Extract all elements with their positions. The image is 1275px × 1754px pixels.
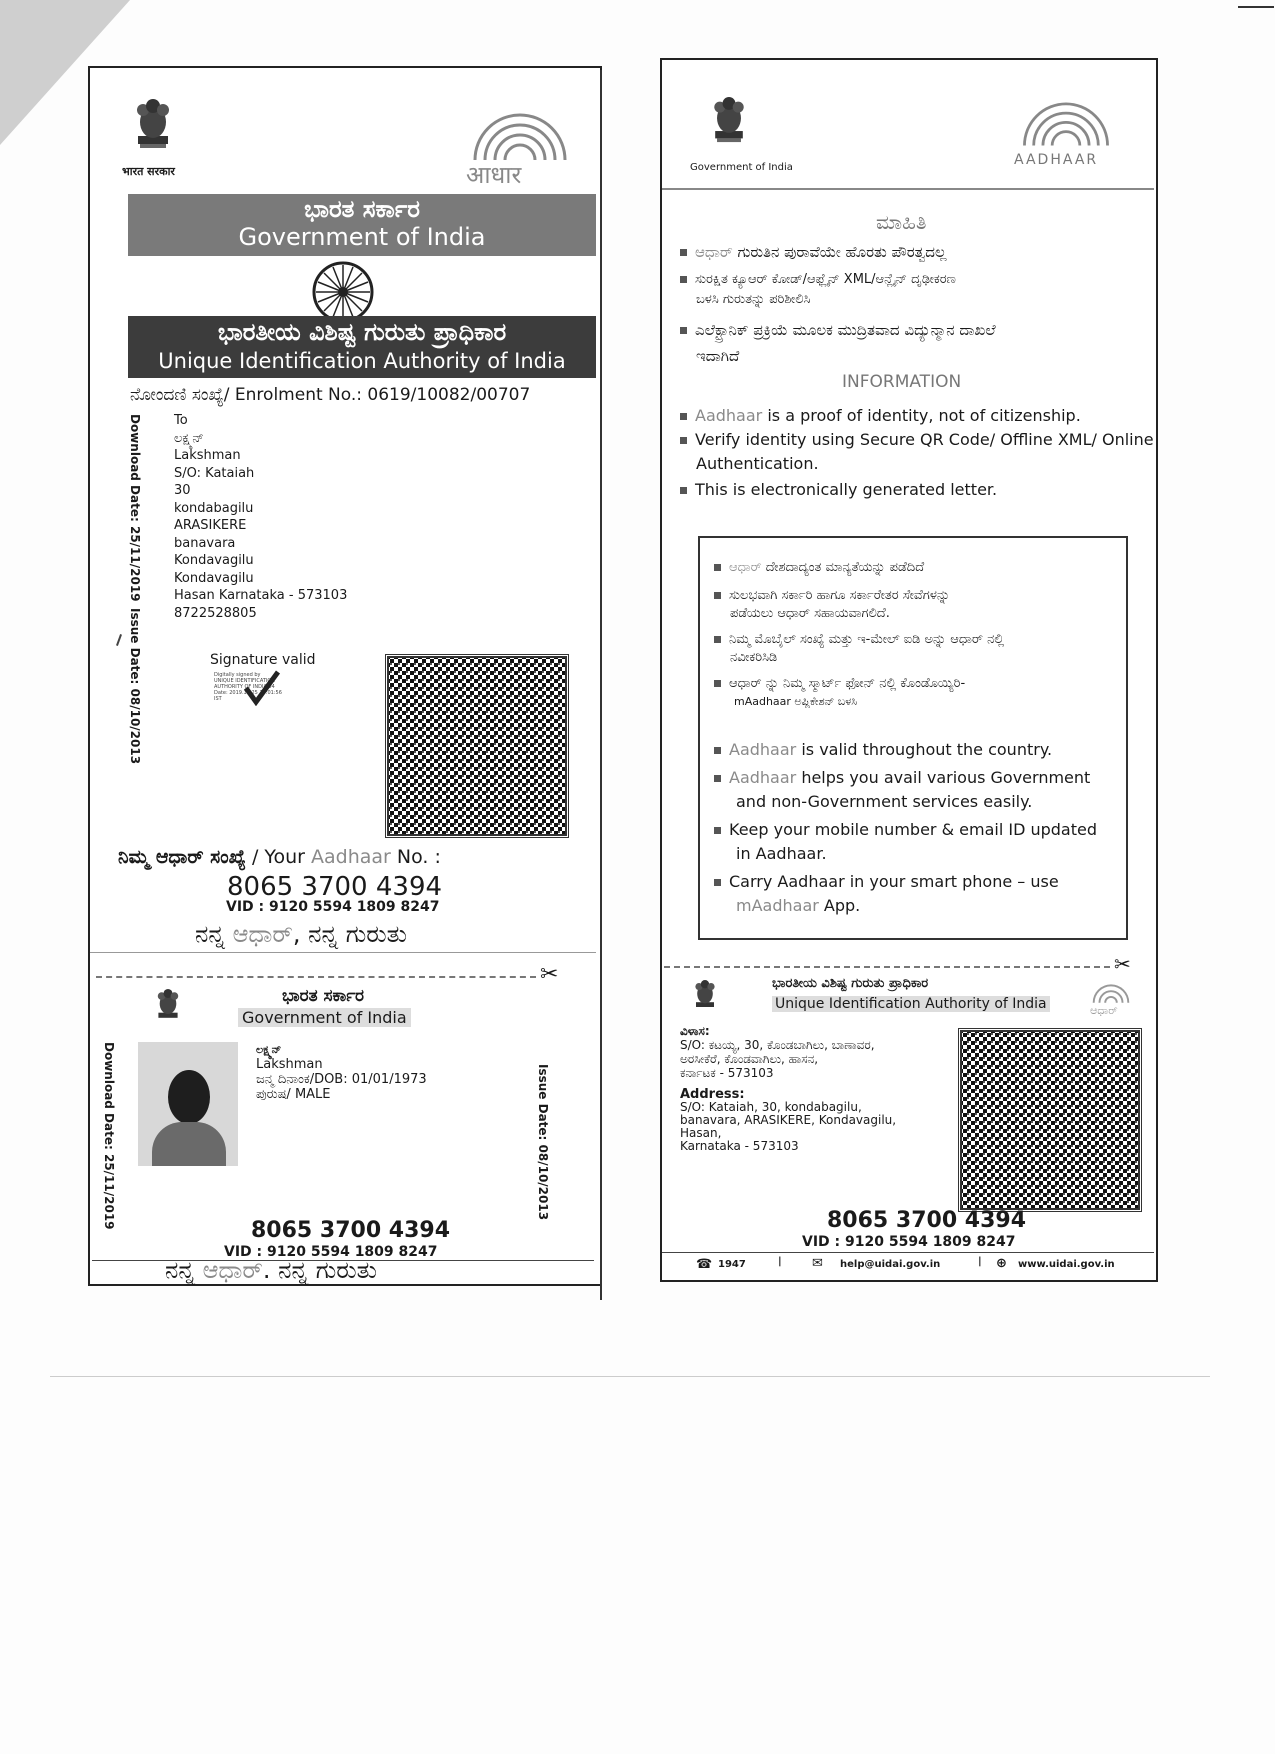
box-en-item (714, 818, 1097, 842)
box-en-item-cont (736, 894, 860, 918)
info-text: Carry Aadhaar in your smart phone – use (729, 872, 1059, 891)
info-text: ಆಧಾರ್ ನ್ನು ನಿಮ್ಮ ಸ್ಮಾರ್ಟ್ ಫೋನ್ ನಲ್ಲಿ ಕೊಂಡೊಯ್ಯಿರಿ- (729, 676, 966, 691)
tagline-aadhaar: ಆಧಾರ್ (202, 1256, 263, 1284)
tagline (195, 920, 407, 948)
your-no-prefix: / Your (251, 846, 305, 868)
info-text: ಸುಲಭವಾಗಿ ಸರ್ಕಾರಿ ಹಾಗೂ ಸರ್ಕಾರೇತರ ಸೇವೆಗಳನ್ನು (729, 588, 951, 603)
your-no-aadhaar: Aadhaar (311, 846, 391, 868)
info-text: in Aadhaar. (736, 844, 827, 863)
card-uidai-kannada: ಭಾರತೀಯ ವಿಶಿಷ್ಟ ಗುರುತು ಪ್ರಾಧಿಕಾರ (772, 976, 929, 991)
box-en-item (714, 738, 1052, 762)
info-text: Keep your mobile number & email ID updated (729, 820, 1097, 839)
bullet-icon (714, 775, 721, 782)
info-light: ಆಧಾರ್ (695, 243, 733, 261)
email-link[interactable]: help@uidai.gov.in (840, 1259, 941, 1270)
info-text: and non-Government services easily. (736, 792, 1033, 811)
bullet-icon (680, 276, 687, 283)
info-text: ಪಡೆಯಲು ಆಧಾರ್ ಸಹಾಯವಾಗಲಿದೆ. (730, 606, 890, 621)
info-text: Verify identity using Secure QR Code/ Offline XML/ Online (695, 430, 1154, 449)
signature-detail-line: UNIQUE IDENTIFICATION (214, 678, 276, 684)
address-line: Lakshman (174, 448, 241, 463)
info-text: is valid throughout the country. (796, 740, 1053, 759)
info-text: ನವೀಕರಿಸಿಡಿ (730, 650, 778, 665)
address-line: ARASIKERE (174, 518, 247, 533)
card-tagline (165, 1256, 377, 1284)
scissors-icon: ✂ (1114, 952, 1131, 976)
band2-english: Unique Identification Authority of India (158, 349, 566, 373)
address-kn-line: S/O: ಕಟಯ್ಯ, 30, ಕೊಂಡಬಾಗಿಲು, ಬಾಣಾವರ, (680, 1038, 875, 1052)
separator: | (778, 1256, 782, 1267)
info-text: Authentication. (696, 454, 819, 473)
tagline-aadhaar: ಆಧಾರ್ (232, 920, 293, 948)
info-text: ಸುರಕ್ಷಿತ ಕ್ಯೂಆರ್ ಕೋಡ್/ಆಫ್ಲೈನ್ XML/ಆನ್ಲೈನ್ ದೃಢೀಕರಣ (695, 272, 956, 287)
left-panel-right-edge (600, 70, 602, 1300)
signature-check-icon (242, 668, 282, 706)
address-line: banavara, ARASIKERE, Kondavagilu, (680, 1113, 897, 1127)
bullet-icon (714, 636, 721, 643)
box-en-item-cont (736, 790, 1032, 814)
cut-line (664, 966, 1110, 968)
panel-edge-mark (1238, 6, 1274, 8)
enrolment-row (130, 385, 530, 405)
tagline-part: ನನ್ನ (195, 920, 225, 948)
info-text: mAadhaar ಅಪ್ಲಿಕೇಶನ್ ಬಳಸಿ (734, 695, 858, 708)
mahiti-heading: ಮಾಹಿತಿ (876, 210, 927, 234)
aadhaar-number: 8065 3700 4394 (227, 872, 443, 902)
box-kn-item (714, 556, 924, 580)
band2-kannada: ಭಾರತೀಯ ವಿಶಿಷ್ಟ ಗುರುತು ಪ್ರಾಧಿಕಾರ (217, 318, 507, 346)
address-label: Address: (680, 1087, 745, 1102)
address-line: Hasan, (680, 1126, 722, 1140)
box-en-item (714, 766, 1090, 790)
national-emblem-icon (690, 974, 720, 1016)
address-line: Kondavagilu (174, 570, 254, 586)
download-date-vertical: Download Date: 25/11/2019 (128, 414, 142, 602)
address-line: 30 (174, 483, 191, 498)
en-info-item-cont (696, 452, 819, 476)
box-kn-item-cont (734, 690, 857, 714)
bullet-icon (680, 249, 687, 256)
address-kn-line: ಅರಸೀಕೆರೆ, ಕೊಂಡವಾಗಿಲು, ಹಾಸನ, (680, 1052, 819, 1066)
address-line: banavara (174, 535, 236, 551)
address-line: Kondavagilu (174, 553, 254, 568)
info-text: ಇದಾಗಿದೆ (696, 347, 740, 365)
box-en-item-cont (736, 842, 827, 866)
globe-icon: ⊕ (996, 1256, 1007, 1271)
holder-name-kannada: ಲಕ್ಷ್ಮನ್ (256, 1043, 282, 1056)
cut-line (96, 976, 536, 978)
card-issue-date: Issue Date: 08/10/2013 (536, 1064, 550, 1221)
info-light: Aadhaar (729, 768, 797, 787)
box-kn-item-cont (730, 646, 777, 670)
address-line: 8722528805 (174, 605, 257, 621)
card-address-english (680, 1088, 896, 1153)
holder-photo (138, 1042, 238, 1166)
tagline-part: ನನ್ನ (165, 1256, 195, 1284)
signature-detail-line: AUTHORITY OF INDIA 04 (214, 684, 275, 690)
address-line: Hasan Karnataka - 573103 (174, 588, 348, 603)
info-text: ಎಲೆಕ್ಟ್ರಾನಿಕ್ ಪ್ರಕ್ರಿಯೆ ಮೂಲಕ ಮುದ್ರಿತವಾದ ವಿದ್ಯುನ್ಮಾನ ದಾಖಲೆ (695, 321, 996, 339)
card-gov-kannada: ಭಾರತ ಸರ್ಕಾರ (282, 986, 365, 1006)
kn-info-item-cont (696, 288, 810, 312)
info-light: mAadhaar (736, 896, 819, 915)
bullet-icon (680, 487, 687, 494)
card-aadhaar-number: 8065 3700 4394 (251, 1218, 451, 1243)
info-text: is a proof of identity, not of citizenship. (762, 406, 1081, 425)
signature-valid-label: Signature valid (210, 652, 316, 668)
info-text: ನಿಮ್ಮ ಮೊಬೈಲ್ ಸಂಖ್ಯೆ ಮತ್ತು ಇ-ಮೇಲ್ ಐಡಿ ಅನ್ನು ಆಧಾರ್ ನಲ್ಲಿ (729, 632, 1005, 647)
signature-detail-line: Date: 2019.11.25 14:01:56 (214, 690, 282, 696)
right-gov-english: Government of India (690, 162, 793, 173)
en-info-item (680, 478, 997, 502)
holder-name: Lakshman (256, 1057, 323, 1072)
national-emblem-icon (128, 92, 178, 156)
address-line: Karnataka - 573103 (680, 1139, 799, 1153)
kn-info-item (680, 240, 946, 264)
address-kn-label: ವಿಳಾಸ: (680, 1024, 710, 1038)
bullet-icon (714, 827, 721, 834)
signature-detail-line: Digitally signed by (214, 672, 261, 678)
national-emblem-icon (152, 984, 184, 1026)
holder-gender: ಪುರುಷ/ MALE (256, 1087, 331, 1102)
kn-info-item-cont (696, 344, 739, 368)
qr-code-icon (958, 1028, 1142, 1212)
photo-body (152, 1122, 226, 1166)
your-no-kannada: ನಿಮ್ಮ ಆಧಾರ್ ಸಂಖ್ಯೆ (118, 846, 246, 868)
aadhaar-logo-kn-text: ಆಧಾರ್ (1090, 1004, 1118, 1017)
bullet-icon (714, 680, 721, 687)
contact-footer (662, 1252, 1154, 1275)
address-line: ಲಕ್ಷ್ಮನ್ (174, 430, 204, 446)
ashoka-chakra-icon (311, 260, 375, 324)
page-bottom-edge (50, 1376, 1210, 1377)
holder-dob: ಜನ್ಮ ದಿನಾಂಕ/DOB: 01/01/1973 (256, 1072, 427, 1087)
phone-number: 1947 (718, 1259, 746, 1270)
info-text: helps you avail various Government (796, 768, 1091, 787)
aadhaar-logo-text: AADHAAR (1014, 152, 1099, 168)
your-no-suffix: No. : (396, 846, 441, 868)
band1-kannada: ಭಾರತ ಸರ್ಕಾರ (304, 195, 420, 223)
website-link[interactable]: www.uidai.gov.in (1018, 1259, 1115, 1270)
tagline-part: . ನನ್ನ ಗುರುತು (262, 1256, 377, 1284)
information-heading: INFORMATION (842, 372, 962, 392)
gov-of-india-band (128, 194, 596, 256)
info-light: Aadhaar (695, 406, 763, 425)
uidai-band (128, 316, 596, 378)
card-download-date: Download Date: 25/11/2019 (102, 1042, 116, 1230)
tagline-part: , ನನ್ನ ಗುರುತು (292, 920, 407, 948)
address-line: kondabagilu (174, 500, 254, 516)
photo-head (168, 1070, 210, 1124)
recipient-address (174, 412, 347, 622)
bullet-icon (680, 437, 687, 444)
bullet-icon (680, 327, 687, 334)
header-divider (662, 188, 1154, 190)
address-kn-line: ಕರ್ನಾಟಕ - 573103 (680, 1066, 774, 1080)
card-holder-details (256, 1042, 427, 1102)
card-aadhaar-number: 8065 3700 4394 (827, 1208, 1027, 1233)
address-line: To (174, 413, 188, 428)
bullet-icon (680, 413, 687, 420)
en-info-item (680, 404, 1081, 428)
box-kn-item-cont (730, 602, 890, 626)
vid-number: VID : 9120 5594 1809 8247 (226, 899, 440, 915)
aadhaar-logo-hindi-text: आधार (466, 161, 522, 189)
en-info-item (680, 428, 1154, 452)
phone-icon: ☎ (696, 1257, 713, 1272)
address-line: S/O: Kataiah, 30, kondabagilu, (680, 1100, 862, 1114)
card-gov-english: Government of India (238, 1008, 411, 1027)
separator-line (90, 952, 596, 953)
info-text: ದೇಶದಾದ್ಯಂತ ಮಾನ್ಯತೆಯನ್ನು ಪಡೆದಿದೆ (761, 560, 925, 575)
enrolment-label: ನೋಂದಣಿ ಸಂಖ್ಯೆ/ Enrolment No.: (130, 385, 362, 405)
kn-info-item (680, 318, 996, 342)
info-text: ಗುರುತಿನ ಪುರಾವೆಯೇ ಹೊರತು ಪೌರತ್ವದಲ್ಲ (732, 243, 947, 261)
scissors-icon: ✂ (540, 962, 559, 987)
national-emblem-icon (706, 88, 752, 152)
qr-code-icon (385, 654, 569, 838)
info-light: ಆಧಾರ್ (729, 560, 762, 575)
bullet-icon (714, 879, 721, 886)
gov-hindi-label: भारत सरकार (122, 165, 175, 178)
bullet-icon (714, 564, 721, 571)
card-vid: VID : 9120 5594 1809 8247 (802, 1234, 1016, 1250)
separator: | (978, 1256, 982, 1267)
band1-english: Government of India (238, 223, 486, 251)
address-line: S/O: Kataiah (174, 465, 255, 481)
info-light: Aadhaar (729, 740, 797, 759)
info-text: App. (818, 896, 861, 915)
signature-detail-line: IST (214, 696, 222, 702)
info-text: This is electronically generated letter. (695, 480, 998, 499)
aadhaar-logo-icon (1006, 98, 1126, 156)
email-icon: ✉ (812, 1256, 823, 1271)
info-text: ಬಳಸಿ ಗುರುತನ್ನು ಪರಿಶೀಲಿಸಿ (696, 292, 811, 307)
bullet-icon (714, 747, 721, 754)
your-aadhaar-no-row (118, 846, 441, 868)
card-uidai-english: Unique Identification Authority of India (772, 996, 1050, 1012)
card-vid: VID : 9120 5594 1809 8247 (224, 1244, 438, 1260)
issue-date-vertical: Issue Date: 08/10/2013 (128, 608, 142, 765)
card-address-kannada (680, 1024, 875, 1080)
enrolment-number: 0619/10082/00707 (367, 385, 531, 405)
box-en-item (714, 870, 1059, 894)
bullet-icon (714, 592, 721, 599)
